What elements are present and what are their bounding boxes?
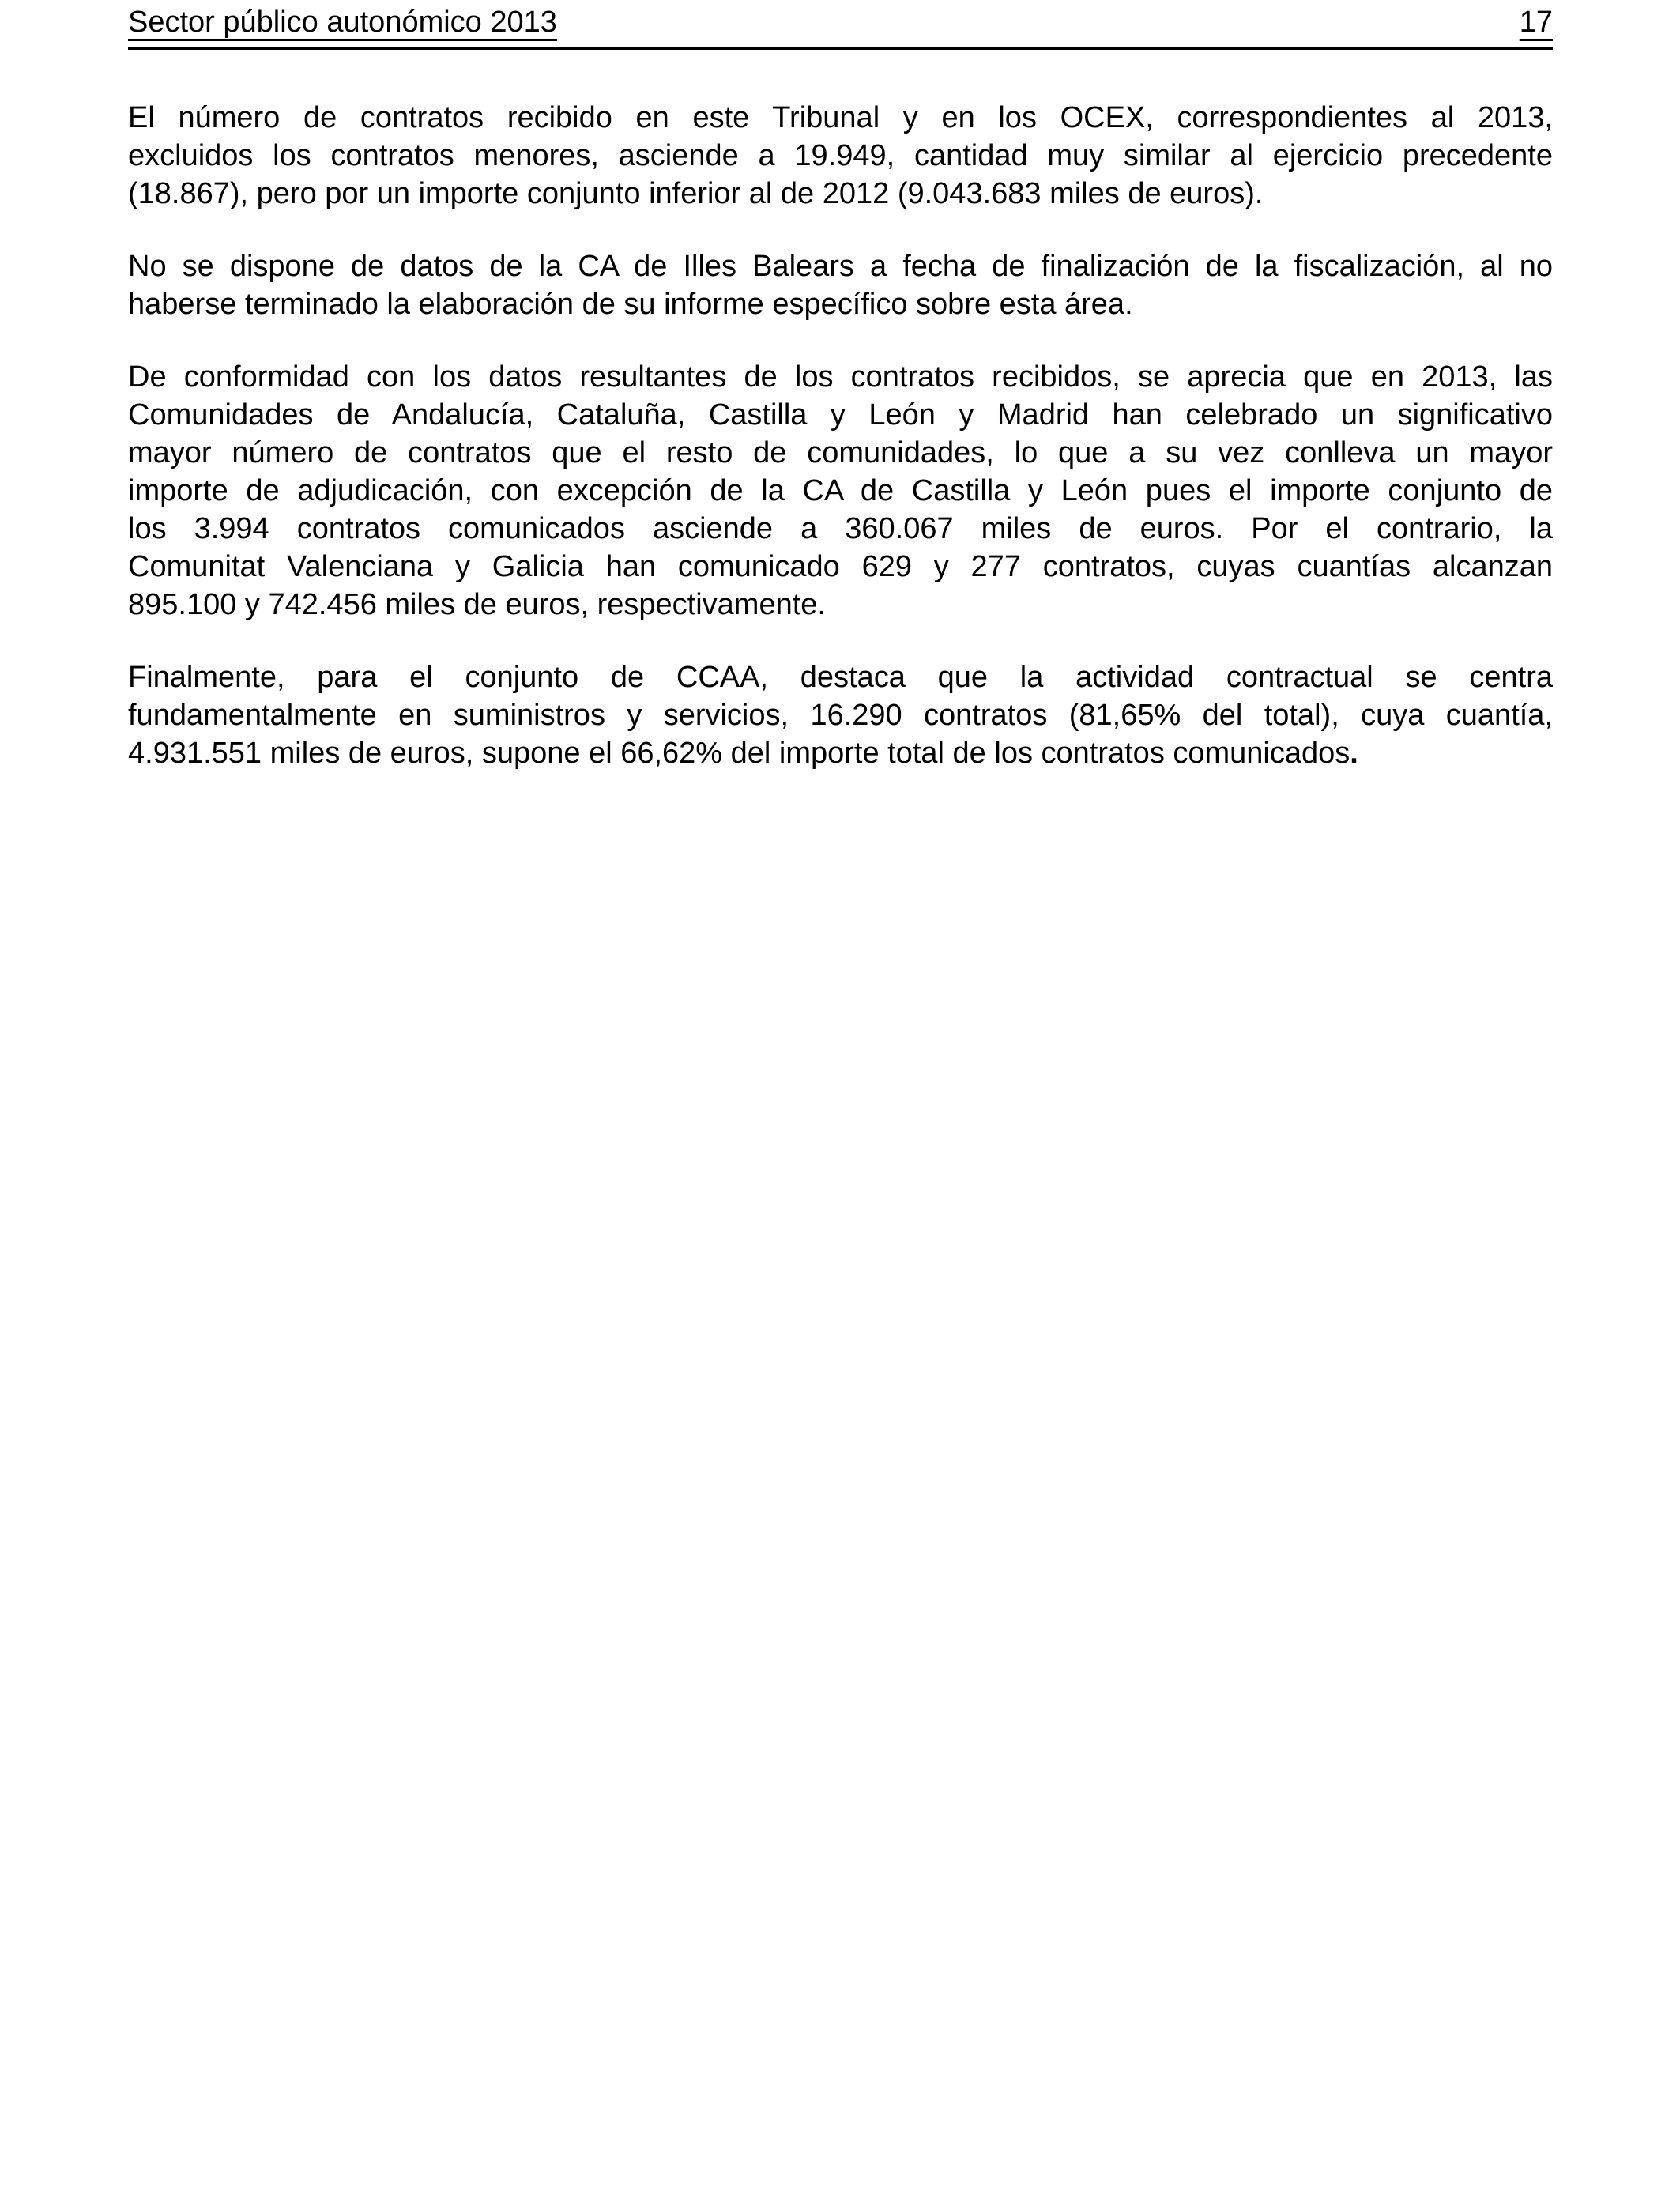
paragraph-line: No se dispone de datos de la CA de Illes Balears a fecha de finalización de la fiscalización, al no <box>128 250 1553 283</box>
page-content <box>128 0 1553 807</box>
paragraph-line: De conformidad con los datos resultantes de los contratos recibidos, se aprecia que en 2013, las <box>128 360 1553 394</box>
paragraph <box>128 247 1553 323</box>
document-body <box>128 99 1553 772</box>
paragraph-line: importe de adjudicación, con excepción de la CA de Castilla y León pues el importe conjunto de <box>128 474 1553 507</box>
header-title: Sector público autonómico 2013 <box>128 6 557 39</box>
paragraph-line: (18.867), pero por un importe conjunto inferior al de 2012 (9.043.683 miles de euros). <box>128 177 1264 210</box>
header-page-number: 17 <box>1519 6 1553 39</box>
paragraph-line: 895.100 y 742.456 miles de euros, respectivamente. <box>128 588 826 621</box>
paragraph-line: los 3.994 contratos comunicados asciende a 360.067 miles de euros. Por el contrario, la <box>128 512 1553 545</box>
page-header <box>128 0 1553 50</box>
paragraph-line: excluidos los contratos menores, asciende a 19.949, cantidad muy similar al ejercicio precedente <box>128 139 1553 172</box>
paragraph <box>128 658 1553 772</box>
bold-period: . <box>1350 737 1358 770</box>
paragraph <box>128 99 1553 213</box>
paragraph-line: haberse terminado la elaboración de su informe específico sobre esta área. <box>128 288 1133 321</box>
paragraph-line: Finalmente, para el conjunto de CCAA, destaca que la actividad contractual se centra <box>128 661 1553 694</box>
paragraph-line: El número de contratos recibido en este Tribunal y en los OCEX, correspondientes al 2013, <box>128 101 1553 134</box>
paragraph-line: 4.931.551 miles de euros, supone el 66,62% del importe total de los contratos comunicados. <box>128 737 1358 770</box>
paragraph <box>128 358 1553 624</box>
paragraph-line: fundamentalmente en suministros y servicios, 16.290 contratos (81,65% del total), cuya cuantía, <box>128 699 1553 732</box>
paragraph-line: mayor número de contratos que el resto de comunidades, lo que a su vez conlleva un mayor <box>128 436 1553 469</box>
paragraph-line: Comunidades de Andalucía, Cataluña, Castilla y León y Madrid han celebrado un significativo <box>128 398 1553 432</box>
paragraph-line: Comunitat Valenciana y Galicia han comunicado 629 y 277 contratos, cuyas cuantías alcanzan <box>128 550 1553 583</box>
